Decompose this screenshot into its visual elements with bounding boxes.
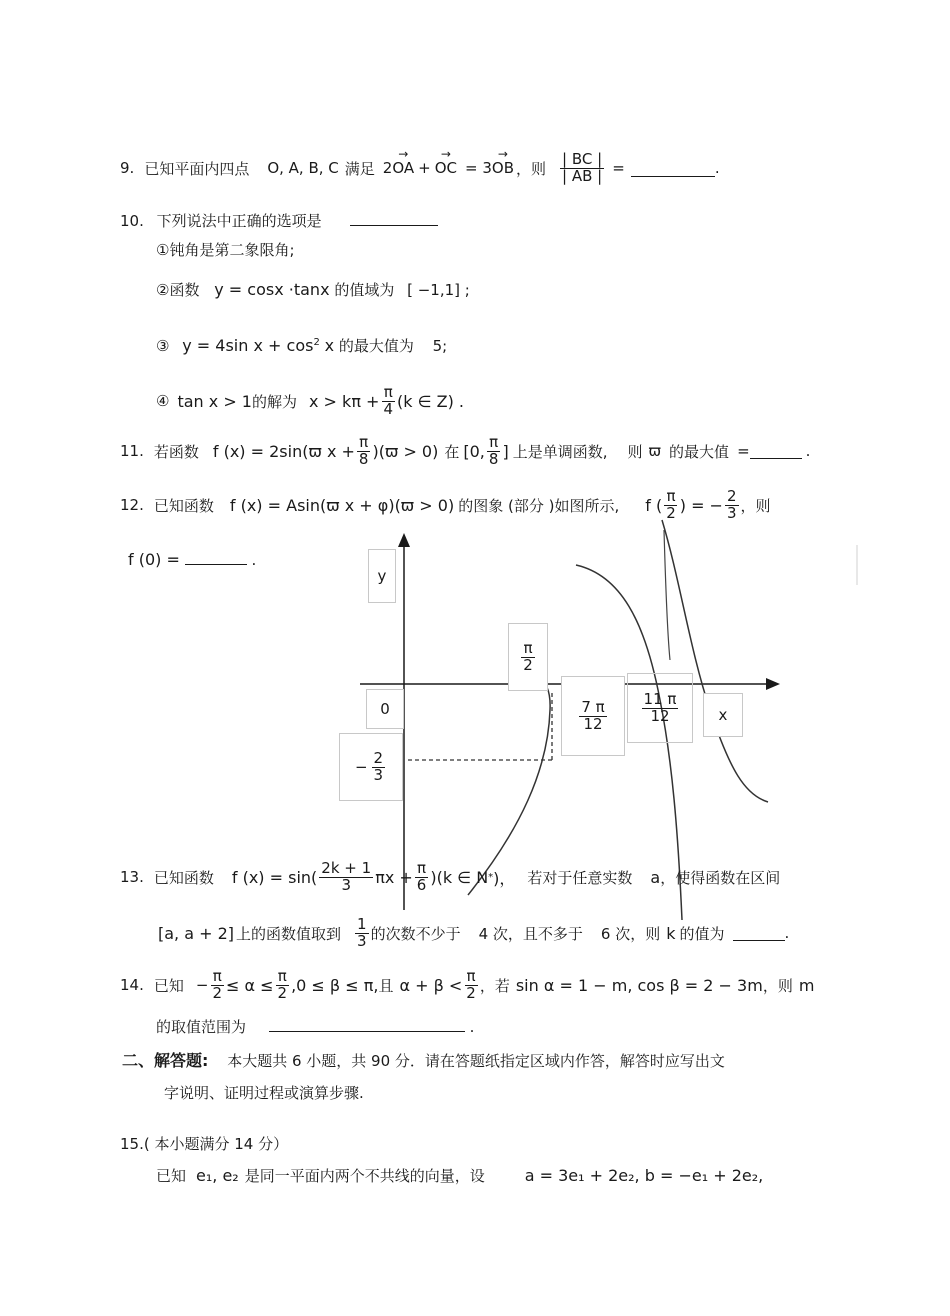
q14-condition: sin α = 1 − m, cos β = 2 − 3m [515, 975, 763, 995]
curve-right-branch [662, 520, 768, 802]
curve-tail [664, 530, 670, 660]
q10-item4-solution: x > kπ + [309, 391, 380, 411]
q10-item3-sup: 2 [313, 337, 320, 348]
q11-number: 11. [120, 442, 144, 460]
q14-line2-text: 的取值范围为 [156, 1018, 247, 1036]
pi-half-den: 2 [523, 655, 533, 674]
q13-frac-num: 2k + 1 [321, 858, 372, 877]
q12-cond-frac-den: 2 [666, 503, 676, 522]
vector-oa: → OA [392, 159, 414, 177]
q14-f3-den: 2 [466, 983, 476, 1002]
seven-pi-label [561, 676, 625, 756]
q14-minus: − [195, 976, 209, 994]
q10-item4-text: 的解为 [251, 392, 297, 411]
q14-f1-num: π [212, 966, 222, 985]
q10-item4-formula: tan x > 1 [177, 391, 252, 411]
q10-item4-label: ④ [156, 392, 170, 410]
q11-function: f (x) = 2sin(ϖ x + [212, 441, 355, 461]
q15-equation: a = 3e₁ + 2e₂, b = −e₁ + 2e₂, [524, 1165, 764, 1185]
q10-item4-frac-num: π [383, 382, 393, 401]
q10-number: 10. [120, 212, 144, 230]
q11-period: . [805, 442, 811, 460]
y-axis-arrow [398, 533, 410, 547]
q13-period: . [784, 924, 790, 942]
q12-cond-a: f ( [645, 495, 663, 515]
q9-frac-num: | BC | [562, 149, 603, 168]
q14-text-a: 已知 [153, 976, 184, 995]
q14-text-c: ，若 [479, 976, 510, 995]
q13-line2-fraction [355, 914, 369, 950]
q13-frac-den: 3 [341, 875, 352, 894]
q14-number: 14. [120, 976, 144, 994]
q14-text-d: ，则 [762, 976, 793, 995]
q13-line2-d: 4 次，且不多于 [478, 924, 583, 943]
q12-cond-frac-num: π [666, 486, 676, 505]
q10-item3-formula: y = 4sin x + cos [182, 336, 314, 355]
q9-text-b: 满足 [344, 159, 375, 178]
q13-frac2-num: π [417, 858, 427, 877]
q14-line-2 [156, 1016, 474, 1037]
q9-text-c: ，则 [516, 159, 547, 178]
q13-fraction [319, 858, 373, 894]
eleven-pi-label [627, 673, 693, 743]
neg-two-thirds-num: 2 [373, 748, 384, 767]
q11-interval-frac-num: π [489, 432, 499, 451]
q10-item2-label: ②函数 [156, 281, 200, 299]
q11-interval-b: ] [502, 441, 509, 461]
neg-two-thirds-den: 3 [373, 765, 384, 784]
section-2-title: 二、解答题: [122, 1051, 209, 1070]
q12-cond-b: ) = − [679, 495, 723, 515]
q12-cond-frac2-den: 3 [726, 503, 737, 522]
q10-item2-range: [ −1,1] ; [407, 281, 470, 299]
y-axis-label-text: y [377, 567, 387, 585]
x-axis-label-text: x [718, 706, 728, 724]
pi-half-num: π [523, 638, 533, 657]
q14-fraction-3 [464, 966, 478, 1002]
q14-ineq-b: ≤ α ≤ [226, 975, 274, 995]
q9-points: O, A, B, C [267, 159, 339, 177]
q13-k: k [666, 923, 676, 943]
q14-f1-den: 2 [212, 983, 222, 1002]
q13-interval: [a, a + 2] [158, 923, 235, 943]
q12-ask-text: f (0) = [128, 550, 180, 569]
neg-sign: − [354, 758, 368, 776]
q13-number: 13. [120, 868, 144, 886]
q10-item2-formula: y = cosx ·tanx [214, 280, 330, 299]
q11-frac-num: π [359, 432, 369, 451]
q14-fraction-1 [210, 966, 224, 1002]
q12-text-c: ，则 [740, 496, 771, 515]
section-2-text-2: 字说明、证明过程或演算步骤. [164, 1084, 364, 1102]
q13-line2-f: 的值为 [679, 924, 725, 943]
q11-interval-frac-den: 8 [488, 449, 499, 468]
q9-eq-mid: = 3 [465, 159, 492, 177]
q13-text-c: ，使得函数在区间 [660, 868, 781, 887]
seven-pi-num: 7 π [581, 697, 605, 716]
q11-text-e: 的最大值 [669, 442, 730, 461]
section-2-heading [122, 1048, 725, 1071]
q10-item2-text: 的值域为 [334, 281, 395, 299]
q14-f2-num: π [277, 966, 287, 985]
q9-frac-den: | AB | [562, 166, 603, 185]
pi-half-fraction [521, 638, 535, 674]
q13-line2-b: 上的函数值取到 [236, 924, 342, 943]
origin-label-text: 0 [380, 700, 390, 718]
q13-function-c: )(k ∈ N [430, 867, 489, 887]
q13-function-a: f (x) = sin( [231, 867, 318, 887]
q13-text-a: 已知函数 [153, 868, 214, 887]
q10-item3-x: x [324, 336, 335, 355]
q9-eq-end: = [612, 159, 625, 177]
q10-item4-end: (k ∈ Z) . [396, 391, 464, 411]
q9-period: . [714, 159, 720, 177]
eleven-pi-num: 11 π [643, 689, 677, 708]
origin-label [366, 689, 404, 729]
q14-fraction-2 [276, 966, 290, 1002]
q13-frac2-den: 6 [416, 875, 427, 894]
q15-vectors: e₁, e₂ [196, 1165, 239, 1185]
q9-text-a: 已知平面内四点 [144, 159, 250, 178]
q11-omega: ϖ [648, 442, 662, 460]
q12-cond-frac2-num: 2 [726, 486, 737, 505]
q13-fraction-2 [415, 858, 429, 894]
eleven-pi-den: 12 [650, 706, 670, 725]
q14-f2-den: 2 [277, 983, 288, 1002]
q13-line2-frac-den: 3 [357, 931, 367, 950]
q11-text-c: 上是单调函数, [512, 442, 608, 461]
q15-text-b: 是同一平面内两个不共线的向量，设 [244, 1166, 485, 1185]
q14-m: m [798, 975, 815, 995]
q13-text-b: 若对于任意实数 [527, 868, 633, 887]
q12-function: f (x) = Asin(ϖ x + φ)(ϖ > 0) [229, 495, 455, 515]
q11-frac-den: 8 [358, 449, 369, 468]
vector-oc: → OC [435, 159, 457, 177]
q11-eq: = [737, 442, 750, 460]
q13-answer-blank[interactable] [733, 926, 785, 941]
q15-heading: 15.( 本小题满分 14 分） [120, 1135, 289, 1153]
q10-item3-label: ③ [156, 337, 170, 355]
neg-two-thirds-label [339, 733, 403, 801]
q12-period: . [251, 551, 257, 569]
pi-half-label [508, 623, 548, 691]
q15-text-a: 已知 [156, 1166, 187, 1185]
eleven-pi-fraction [642, 689, 679, 725]
q11-text-d: 则 [627, 442, 643, 461]
q12-number: 12. [120, 496, 144, 514]
x-axis-label [703, 693, 743, 737]
q9-coef: 2 [382, 159, 393, 177]
q10-item3-text: 的最大值为 [338, 337, 414, 355]
vector-ob: → OB [492, 159, 514, 177]
q13-function-b: πx + [375, 867, 413, 887]
q12-text-a: 已知函数 [153, 496, 214, 515]
q13-line2-frac-num: 1 [357, 914, 367, 933]
q14-f3-num: π [466, 966, 476, 985]
q10-text: 下列说法中正确的选项是 [156, 212, 322, 230]
question-14 [120, 962, 814, 1008]
seven-pi-den: 12 [583, 714, 603, 733]
q14-ineq-c: ,0 ≤ β ≤ π, [291, 975, 379, 995]
q11-text-a: 若函数 [153, 442, 199, 461]
q12-text-b: 的图象 (部分 )如图所示, [458, 496, 620, 515]
q13-line2-e: 6 次，则 [600, 924, 661, 943]
q14-period: . [469, 1018, 475, 1036]
q15-body [156, 1160, 763, 1190]
q14-text-b: 且 [378, 976, 394, 995]
q13-line-2 [158, 910, 789, 956]
q11-interval-a: [0, [463, 441, 485, 461]
seven-pi-fraction [579, 697, 606, 733]
q13-function-d: )， [493, 868, 516, 888]
q10-item-1: ①钝角是第二象限角; [156, 241, 295, 259]
q13-line2-c: 的次数不少于 [370, 924, 461, 943]
question-13 [120, 854, 780, 900]
q9-plus: + [418, 159, 431, 177]
q10-item3-value: 5; [432, 337, 448, 355]
x-axis-arrow [766, 678, 780, 690]
q9-number: 9. [120, 159, 135, 177]
q14-answer-blank[interactable] [269, 1017, 465, 1032]
section-2-text-1: 本大题共 6 小题，共 90 分．请在答题纸指定区域内作答，解答时应写出文 [227, 1052, 725, 1070]
y-axis-label [368, 549, 396, 603]
neg-two-thirds-fraction [372, 748, 386, 784]
q13-a: a [650, 867, 661, 887]
q11-function-end: )(ϖ > 0) [372, 441, 439, 461]
q10-item4-frac-den: 4 [383, 399, 393, 418]
q13-sup: * [488, 871, 494, 883]
q14-ineq-d: α + β < [399, 975, 463, 995]
q11-text-b: 在 [444, 442, 460, 461]
